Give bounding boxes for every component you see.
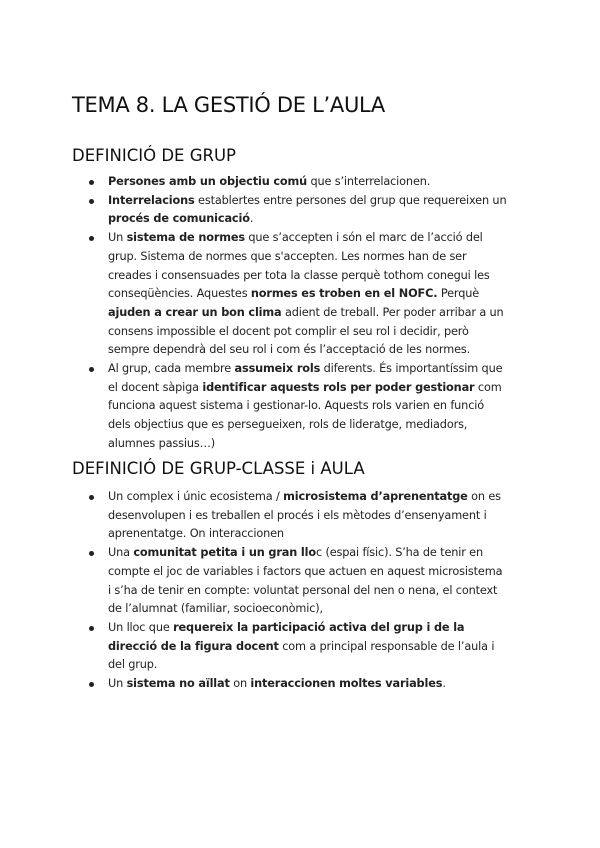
list-item — [88, 619, 508, 675]
bold-text: comunitat petita i un gran llo — [133, 546, 316, 560]
text: que s’interrelacionen. — [307, 175, 431, 188]
text: Al grup, cada membre — [108, 362, 235, 376]
text: Perquè — [437, 287, 480, 301]
section-heading-grup-classe: DEFINICIÓ DE GRUP-CLASSE i AULA — [72, 459, 365, 478]
list-item — [88, 360, 508, 454]
text: diferents. És importantíssim que el docent sàpiga — [108, 362, 503, 394]
bold-text: normes es troben en el NOFC. — [250, 287, 438, 301]
text: Una — [108, 546, 134, 560]
text: . — [249, 212, 254, 226]
bold-text: ajuden a crear un bon clima — [108, 305, 282, 319]
list-item — [88, 675, 508, 694]
bold-text: interaccionen moltes variables — [250, 677, 443, 691]
bullet-list-grup-classe — [88, 488, 508, 694]
bold-text: microsistema d’aprenentatge — [283, 490, 468, 503]
text: com a principal responsable de l’aula i del grup. — [108, 639, 495, 672]
text: Un lloc que — [108, 620, 174, 634]
text: adient de treball. Per poder arribar a un consens impossible el docent pot complir el seu rol i decidir, però sempre dependrà del seu rol i com és l’acceptació de les normes. — [108, 305, 504, 357]
bold-text: Persones amb un objectiu comú — [108, 175, 308, 188]
bold-text: assumeix rols — [234, 362, 321, 376]
text: on — [229, 677, 251, 691]
text: que s’accepten i són el marc de l’acció del grup. Sistema de normes que s'accepten. Les normes han de ser creades i consensuades per tota la classe perquè tothom conegui les conseqüències. Aquestes — [108, 231, 490, 301]
text: Un — [108, 677, 127, 691]
list-item — [88, 173, 508, 192]
text: Un complex i únic ecosistema / — [108, 490, 284, 503]
text: Un — [108, 231, 127, 245]
list-item — [88, 544, 508, 619]
section-heading-grup: DEFINICIÓ DE GRUP — [72, 146, 236, 165]
text: establertes entre persones del grup que requereixen un — [194, 193, 507, 207]
page-title: TEMA 8. LA GESTIÓ DE L’AULA — [72, 93, 385, 117]
bullet-list-grup — [88, 173, 508, 454]
bold-text: sistema de normes — [126, 231, 245, 245]
text: on es desenvolupen i es treballen el procés i els mètodes d’ensenyament i aprenentatge. On interaccionen — [108, 490, 501, 541]
list-item — [88, 229, 508, 360]
text: com funciona aquest sistema i gestionar-lo. Aquests rols varien en funció dels objectius que es persegueixen, rols de lideratge, mediadors, alumnes passius…) — [108, 380, 502, 450]
bold-text: requereix la participació activa del grup i de la direcció de la figura docent — [108, 620, 465, 653]
bold-text: sistema no aïllat — [126, 677, 230, 691]
text: c (espai físic). S’ha de tenir en compte el joc de variables i factors que actuen en aquest microsistema i s’ha de tenir en compte: voluntat personal del nen o nena, el context de l’alumnat (familiar, socioeconòmic), — [108, 546, 503, 616]
list-item — [88, 192, 508, 229]
bold-text: identificar aquests rols per poder gestionar — [202, 380, 475, 394]
list-item — [88, 488, 508, 544]
bold-text: procés de comunicació — [108, 212, 250, 226]
bold-text: Interrelacions — [108, 193, 195, 207]
text: . — [442, 677, 446, 691]
